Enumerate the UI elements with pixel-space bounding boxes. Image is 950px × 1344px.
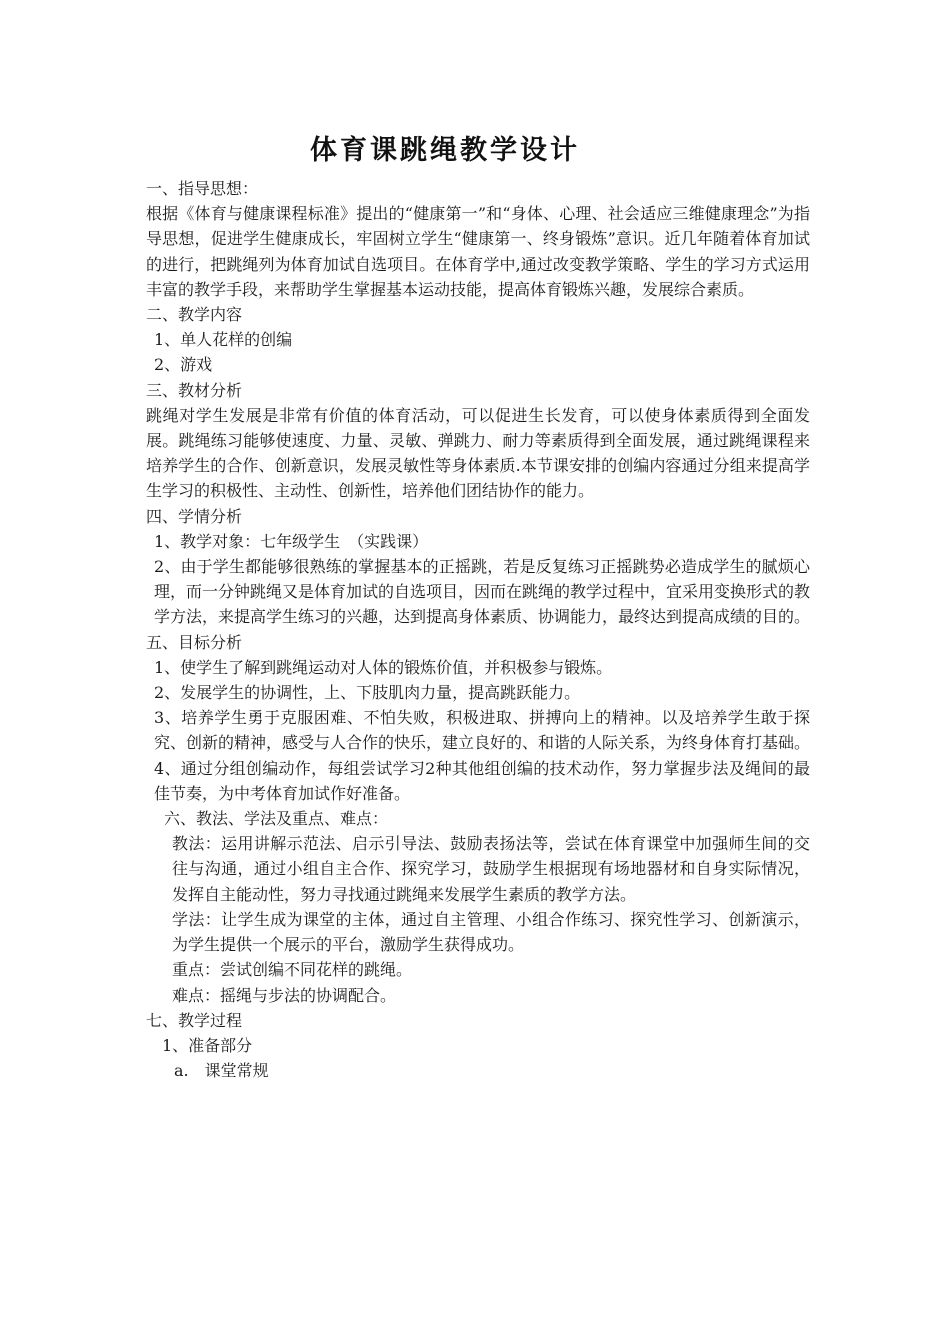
list-item-content-2: 2、游戏 bbox=[154, 355, 213, 375]
paragraph-material-analysis: 跳绳对学生发展是非常有价值的体育活动，可以促进生长发育，可以使身体素质得到全面发展。跳绳练习能够使速度、力量、灵敏、弹跳力、耐力等素质得到全面发展，通过跳绳课程来培养学生的合作、创新意识，发展灵敏性等身体素质.本节课安排的创编内容通过分组来提高学生学习的积极性、主动性、创新性，培养他们团结协作的能力。 bbox=[146, 405, 810, 501]
paragraph-learning-method: 学法：让学生成为课堂的主体，通过自主管理、小组合作练习、探究性学习、创新演示，为学生提供一个展示的平台，激励学生获得成功。 bbox=[172, 909, 810, 955]
paragraph-teaching-method: 教法：运用讲解示范法、启示引导法、鼓励表扬法等，尝试在体育课堂中加强师生间的交往与沟通，通过小组自主合作、探究学习，鼓励学生根据现有场地器材和自身实际情况，发挥自主能动性，努力寻找通过跳绳来发展学生素质的教学方法。 bbox=[172, 834, 810, 904]
section-heading-student-analysis: 四、学情分析 bbox=[146, 506, 243, 526]
paragraph-guiding-thought: 根据《体育与健康课程标准》提出的“健康第一”和“身体、心理、社会适应三维健康理念”为指导思想，促进学生健康成长，牢固树立学生“健康第一、终身锻炼”意识。近几年随着体育加试的进行，把跳绳列为体育加试自选项目。在体育学中,通过改变教学策略、学生的学习方式运用丰富的教学手段，来帮助学生掌握基本运动技能，提高体育锻炼兴趣，发展综合素质。 bbox=[146, 204, 810, 299]
list-item-class-routine: a. 课堂常规 bbox=[174, 1061, 269, 1081]
list-item-goal-2: 2、发展学生的协调性，上、下肢肌肉力量，提高跳跃能力。 bbox=[154, 683, 581, 703]
section-heading-teaching-content: 二、教学内容 bbox=[146, 305, 243, 325]
list-item-student-1: 1、教学对象：七年级学生 （实践课） bbox=[154, 531, 429, 551]
section-heading-teaching-process: 七、教学过程 bbox=[146, 1010, 243, 1030]
section-heading-methods: 六、教法、学法及重点、难点： bbox=[164, 809, 389, 829]
section-heading-material-analysis: 三、教材分析 bbox=[146, 380, 243, 400]
list-item-goal-3: 3、培养学生勇于克服困难、不怕失败，积极进取、拼搏向上的精神。以及培养学生敢于探究、创新的精神，感受与人合作的快乐，建立良好的、和谐的人际关系，为终身体育打基础。 bbox=[154, 708, 811, 753]
key-point: 重点：尝试创编不同花样的跳绳。 bbox=[172, 960, 413, 980]
section-heading-goal-analysis: 五、目标分析 bbox=[146, 632, 243, 652]
list-item-student-2: 2、由于学生都能够很熟练的掌握基本的正摇跳，若是反复练习正摇跳势必造成学生的腻烦心理，而一分钟跳绳又是体育加试的自选项目，因而在跳绳的教学过程中，宜采用变换形式的教学方法，来提高学生练习的兴趣，达到提高身体素质、协调能力，最终达到提高成绩的目的。 bbox=[154, 557, 811, 627]
document-title: 体育课跳绳教学设计 bbox=[310, 135, 580, 166]
document-body bbox=[146, 176, 810, 1083]
list-item-goal-1: 1、使学生了解到跳绳运动对人体的锻炼价值，并积极参与锻炼。 bbox=[154, 657, 613, 677]
section-heading-guiding-thought: 一、指导思想： bbox=[146, 179, 259, 198]
list-item-preparation: 1、准备部分 bbox=[162, 1035, 253, 1055]
list-item-content-1: 1、单人花样的创编 bbox=[154, 330, 293, 350]
list-item-goal-4: 4、通过分组创编动作，每组尝试学习2种其他组创编的技术动作，努力掌握步法及绳间的最佳节奏，为中考体育加试作好准备。 bbox=[154, 758, 810, 803]
difficult-point: 难点：摇绳与步法的协调配合。 bbox=[172, 985, 397, 1005]
